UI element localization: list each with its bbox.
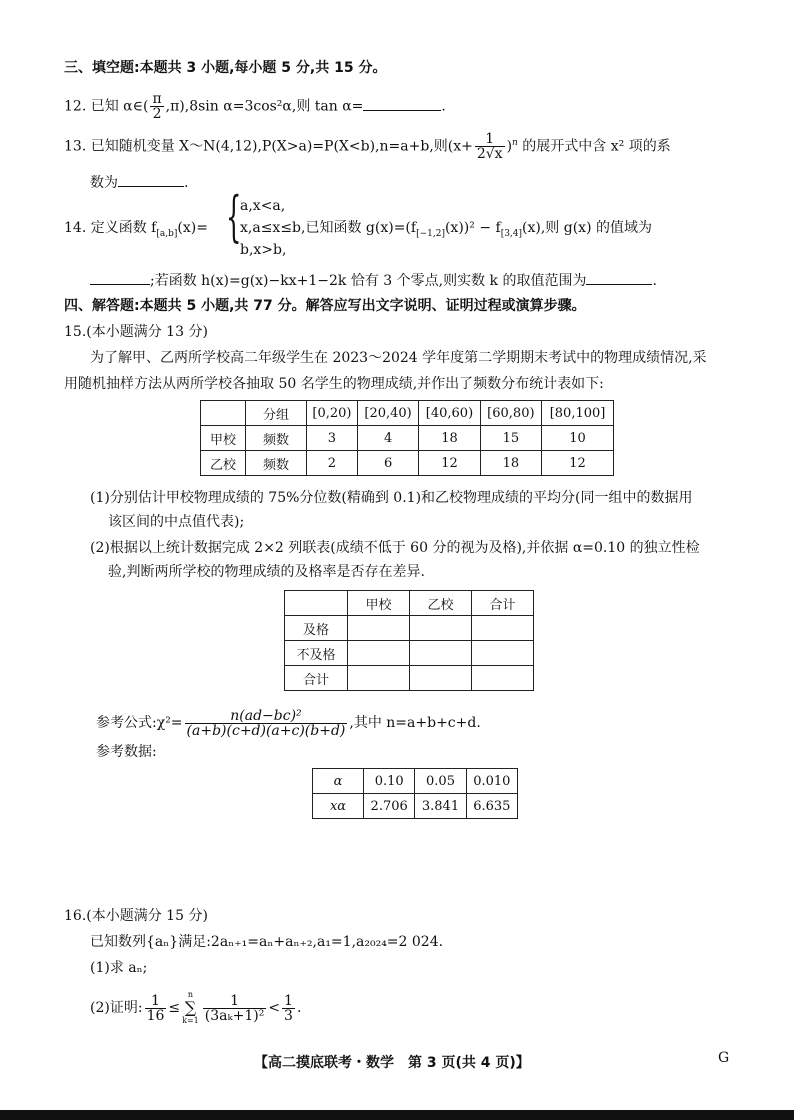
table-cell <box>348 616 410 641</box>
q16-lhs-num: 1 <box>145 994 167 1009</box>
q14-sub-34: [3,4] <box>500 228 523 239</box>
table-cell <box>410 666 472 691</box>
q16-term-fraction <box>203 994 267 1023</box>
q14-answer-blank-1 <box>90 270 150 285</box>
table-cell: 0.05 <box>415 769 466 794</box>
q15-sub-1a: (1)分别估计甲校物理成绩的 75%分位数(精确到 0.1)和乙校物理成绩的平均分(同一组中的数据用 <box>90 490 693 506</box>
q13-suffix: 的展开式中含 x² 项的系 <box>517 138 671 155</box>
table-row <box>285 616 534 641</box>
q14-brace: { <box>226 185 242 248</box>
table-row <box>201 451 614 476</box>
q12-pi-half-num: π <box>152 91 162 107</box>
q13-exponent: n <box>512 137 518 148</box>
q13-prefix: 13. 已知随机变量 X～N(4,12),P(X>a)=P(X<b),n=a+b,则 <box>64 138 448 155</box>
table-cell: 0.10 <box>364 769 415 794</box>
q13-answer-blank <box>118 172 184 187</box>
q12-pi-half-den: 2 <box>152 106 162 122</box>
q16-sum <box>182 990 199 1026</box>
q13-expr-close: ) <box>506 138 513 155</box>
page-footer: 【高二摸底联考・数学 第 3 页(共 4 页)】 <box>254 1055 530 1071</box>
q16-s2-prefix: (2)证明: <box>90 1000 143 1016</box>
q13-frac-den: 2√x <box>476 146 503 162</box>
table-cell: [0,20) <box>307 401 358 426</box>
q12-prefix: 12. 已知 α∈( <box>64 98 149 115</box>
table-cell: 分组 <box>246 401 307 426</box>
q16-sum-symbol: ∑ <box>184 998 197 1017</box>
table-cell: 3.841 <box>415 794 466 819</box>
paper-version-letter: G <box>718 1050 730 1066</box>
table-cell: 0.010 <box>466 769 517 794</box>
question-14 <box>64 218 208 244</box>
q16-rhs-num: 1 <box>284 992 293 1009</box>
q14-after-cases: 已知函数 g(x)=(f <box>305 220 417 236</box>
q16-term-num: 1 <box>203 994 267 1009</box>
table-row <box>313 769 518 794</box>
q16-sub-2 <box>90 990 301 1026</box>
reference-table <box>312 768 518 819</box>
q16-rhs-fraction <box>282 994 295 1023</box>
q13-line2-prefix: 数为 <box>90 175 118 191</box>
frequency-table <box>200 400 614 476</box>
q16-statement: 已知数列{aₙ}满足:2aₙ₊₁=aₙ+aₙ₊₂,a₁=1,a₂₀₂₄=2 024. <box>90 934 444 950</box>
contingency-table-header <box>285 591 534 616</box>
formula-label: 参考公式:χ²= <box>96 715 183 731</box>
table-cell <box>472 666 534 691</box>
table-cell <box>410 641 472 666</box>
table-cell: 不及格 <box>285 641 348 666</box>
section-3-heading: 三、填空题:本题共 3 小题,每小题 5 分,共 15 分。 <box>64 60 387 76</box>
table-cell: 2 <box>307 451 358 476</box>
table-cell <box>472 641 534 666</box>
q16-lhs-fraction <box>145 994 167 1023</box>
q14-sub-12: [−1,2] <box>416 228 445 239</box>
table-cell: 频数 <box>246 451 307 476</box>
table-cell: 4 <box>357 426 418 451</box>
q16-end: . <box>296 1000 302 1016</box>
table-cell: 6 <box>357 451 418 476</box>
q15-sub-1b: 该区间的中点值代表); <box>108 514 245 530</box>
q16-term-den: (3aₖ+1)² <box>204 1007 265 1024</box>
formula-den: (a+b)(c+d)(a+c)(b+d) <box>186 722 346 739</box>
table-cell: [20,40) <box>357 401 418 426</box>
table-cell: 甲校 <box>348 591 410 616</box>
table-cell: 12 <box>542 451 614 476</box>
table-cell: 乙校 <box>410 591 472 616</box>
q12-pi-half <box>150 92 163 121</box>
table-cell: [80,100] <box>542 401 614 426</box>
q14-line2-text: ;若函数 h(x)=g(x)−kx+1−2k 恰有 3 个零点,则实数 k 的取值范围为 <box>150 273 587 289</box>
q15-sub-2b: 验,判断两所学校的物理成绩的及格率是否存在差异. <box>108 564 425 580</box>
table-row <box>201 426 614 451</box>
q14-line2-end: . <box>652 273 657 289</box>
table-cell <box>285 591 348 616</box>
table-cell <box>410 616 472 641</box>
q15-title: 15.(本小题满分 13 分) <box>64 324 208 340</box>
q13-expr-open: (x+ <box>447 138 473 155</box>
table-cell: xα <box>313 794 364 819</box>
table-cell: 12 <box>419 451 480 476</box>
q14-mid1: (x)= <box>177 220 208 236</box>
table-cell: 15 <box>480 426 541 451</box>
q16-sub-1: (1)求 aₙ; <box>90 960 148 976</box>
section-4-heading: 四、解答题:本题共 5 小题,共 77 分。解答应写出文字说明、证明过程或演算步骤。 <box>64 298 586 314</box>
q14-mid2: (x))² − f <box>444 220 501 236</box>
q14-case3: b,x>b, <box>240 242 287 258</box>
question-13-line2 <box>90 172 188 193</box>
table-cell <box>201 401 246 426</box>
chi-square-formula <box>96 706 481 740</box>
scan-bottom-edge <box>0 1110 794 1120</box>
table-cell: 及格 <box>285 616 348 641</box>
q16-sum-top: n <box>187 990 194 999</box>
table-cell <box>472 616 534 641</box>
table-row <box>313 794 518 819</box>
table-cell: 甲校 <box>201 426 246 451</box>
q13-line2-end: . <box>184 175 189 191</box>
q12-mid: ,π),8sin α=3cos²α,则 tan α= <box>165 98 364 115</box>
formula-num: n(ad−bc)² <box>185 709 348 724</box>
table-cell: 18 <box>419 426 480 451</box>
table-cell: 6.635 <box>466 794 517 819</box>
q14-mid3: (x),则 g(x) 的值域为 <box>522 220 652 236</box>
q15-para-1: 为了解甲、乙两所学校高二年级学生在 2023～2024 学年度第二学期期末考试中的物理成绩情况,采 <box>90 350 707 366</box>
table-cell: [40,60) <box>419 401 480 426</box>
q14-answer-blank-2 <box>586 270 652 285</box>
table-cell: 乙校 <box>201 451 246 476</box>
q12-end: . <box>441 98 446 115</box>
q14-sub-ab: [a,b] <box>156 228 178 239</box>
q15-sub-2a: (2)根据以上统计数据完成 2×2 列联表(成绩不低于 60 分的视为及格),并依据 α=0.10 的独立性检 <box>90 540 700 556</box>
contingency-table <box>284 590 534 691</box>
table-cell: 合计 <box>472 591 534 616</box>
reference-data-label: 参考数据: <box>96 744 157 760</box>
q16-lhs-den: 16 <box>146 1007 165 1024</box>
table-cell: 合计 <box>285 666 348 691</box>
q14-prefix: 14. 定义函数 f <box>64 220 157 236</box>
table-cell: 频数 <box>246 426 307 451</box>
table-cell: 10 <box>542 426 614 451</box>
frequency-table-header <box>201 401 614 426</box>
table-cell: 2.706 <box>364 794 415 819</box>
formula-fraction <box>185 709 348 738</box>
q13-frac-num: 1 <box>475 132 505 147</box>
table-cell: 3 <box>307 426 358 451</box>
q14-case1: a,x<a, <box>240 198 286 214</box>
q16-sum-bottom: k=1 <box>182 1016 199 1025</box>
q12-answer-blank <box>363 96 441 111</box>
q13-fraction <box>475 132 505 161</box>
table-cell <box>348 641 410 666</box>
table-row <box>285 666 534 691</box>
q16-lt: < <box>268 1000 281 1016</box>
table-cell: [60,80) <box>480 401 541 426</box>
q16-title: 16.(本小题满分 15 分) <box>64 908 208 924</box>
question-13 <box>64 132 671 161</box>
q16-rhs-den: 3 <box>284 1007 293 1024</box>
question-12 <box>64 92 446 121</box>
q15-para-2: 用随机抽样方法从两所学校各抽取 50 名学生的物理成绩,并作出了频数分布统计表如下: <box>64 376 604 392</box>
q16-leq: ≤ <box>168 1000 181 1016</box>
formula-tail: ,其中 n=a+b+c+d. <box>349 715 481 731</box>
table-row <box>285 641 534 666</box>
table-cell <box>348 666 410 691</box>
q14-case2 <box>240 218 652 244</box>
question-14-line2 <box>90 270 657 291</box>
table-cell: 18 <box>480 451 541 476</box>
q14-case2-text: x,a≤x≤b, <box>240 220 306 236</box>
table-cell: α <box>313 769 364 794</box>
